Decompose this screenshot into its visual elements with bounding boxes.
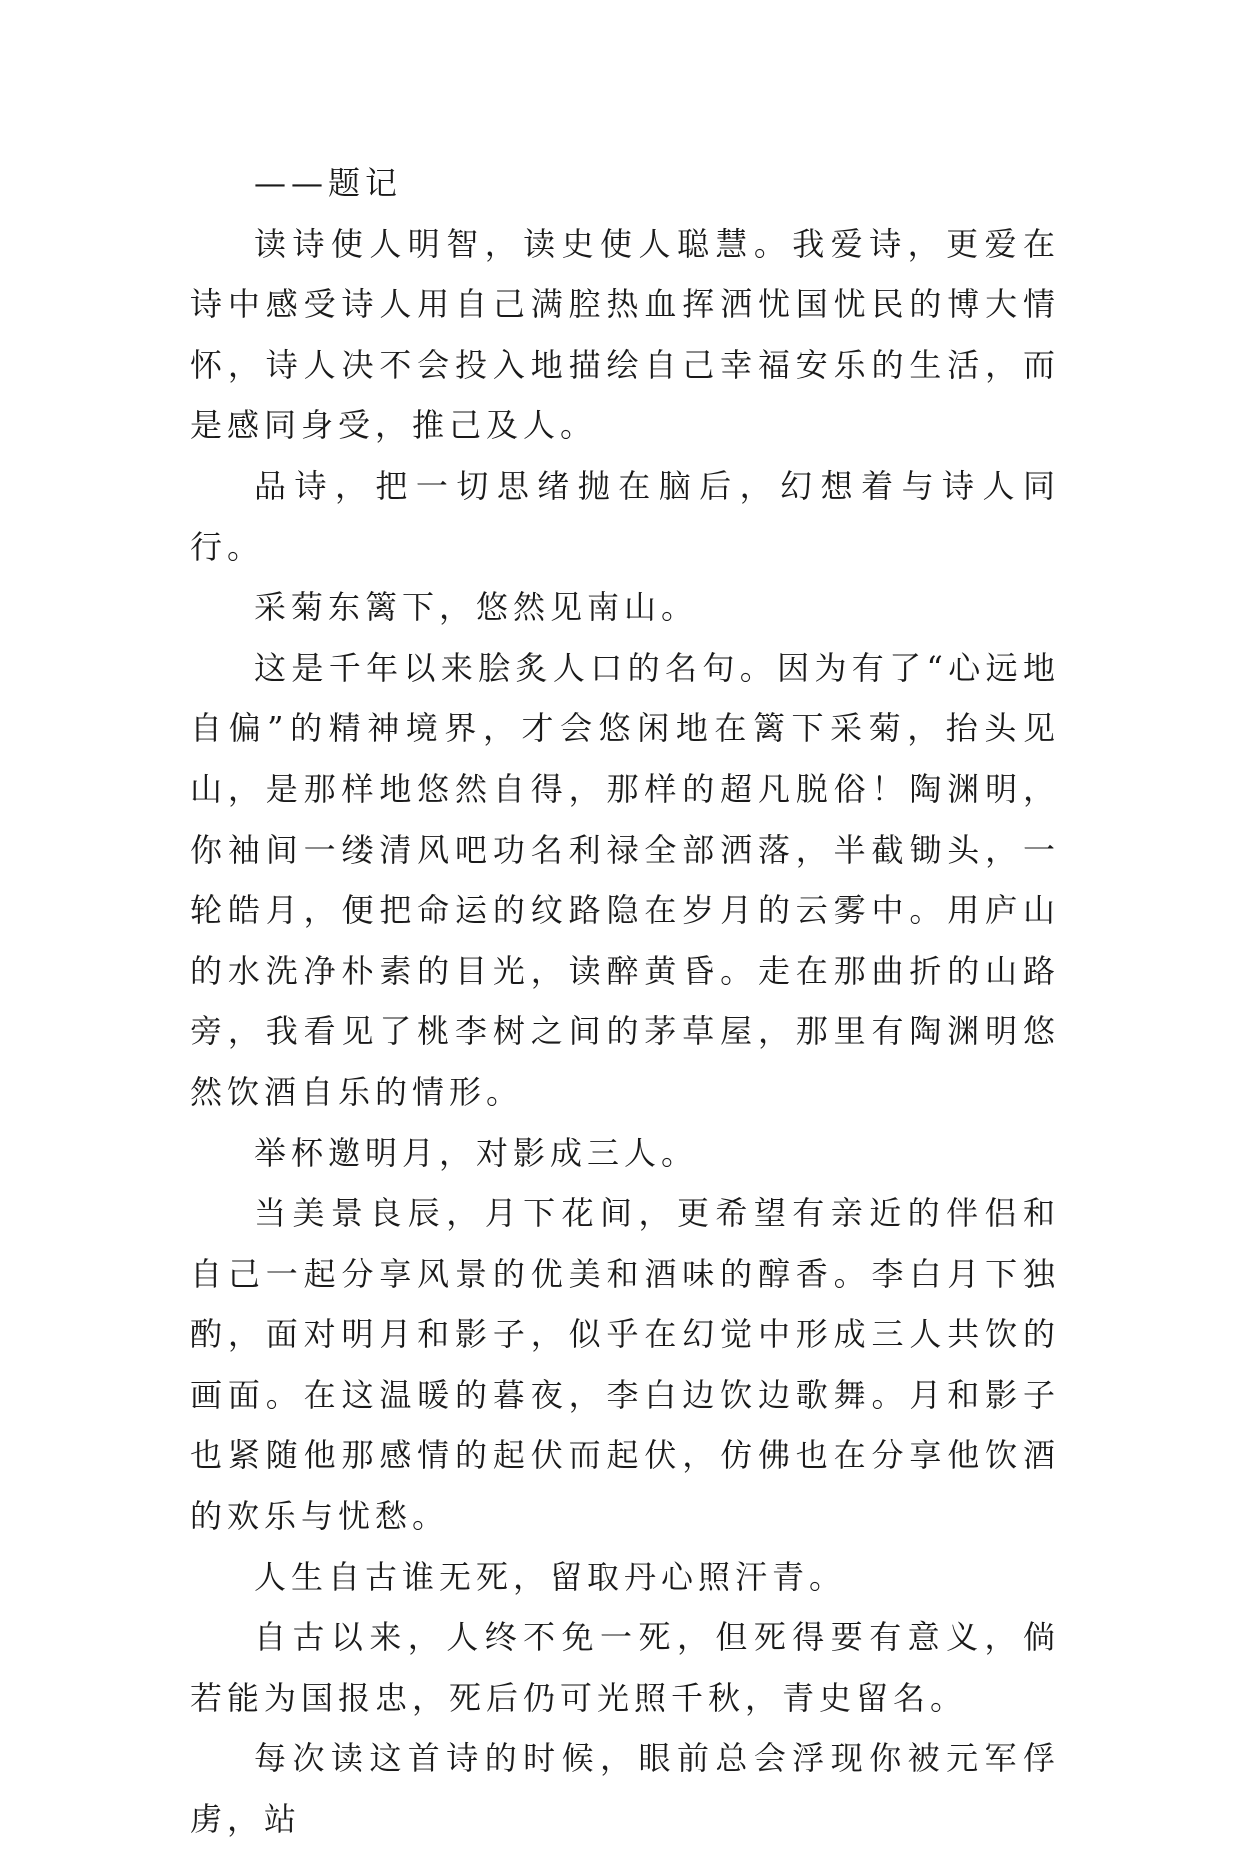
poem-line-li-bai: 举杯邀明月，对影成三人。 <box>254 1133 699 1172</box>
document-body <box>190 153 1060 1850</box>
paragraph-continued: 每次读这首诗的时候，眼前总会浮现你被元军俘虏，站 <box>190 1739 1060 1839</box>
paragraph-intro: 读诗使人明智，读史使人聪慧。我爱诗，更爱在诗中感受诗人用自己满腔热血挥洒忧国忧民的博大情怀，诗人决不会投入地描绘自己幸福安乐的生活，而是感同身受，推己及人。 <box>190 224 1060 445</box>
paragraph-wen-tianxiang: 自古以来，人终不免一死，但死得要有意义，倘若能为国报忠，死后仍可光照千秋，青史留名。 <box>190 1618 1060 1717</box>
poem-line-tao-yuanming: 采菊东篱下，悠然见南山。 <box>254 588 699 627</box>
poem-line-wen-tianxiang: 人生自古谁无死，留取丹心照汗青。 <box>254 1557 847 1596</box>
paragraph-li-bai: 当美景良辰，月下花间，更希望有亲近的伴侣和自己一起分享风景的优美和酒味的醇香。李白月下独酌，面对明月和影子，似乎在幻觉中形成三人共饮的画面。在这温暖的暮夜，李白边饮边歌舞。月和影子也紧随他那感情的起伏而起伏，仿佛也在分享他饮酒的欢乐与忧愁。 <box>190 1194 1060 1536</box>
paragraph-reading-poems: 品诗，把一切思绪抛在脑后，幻想着与诗人同行。 <box>190 466 1060 566</box>
paragraph-epigraph-attribution: ——题记 <box>254 164 403 202</box>
paragraph-tao-yuanming: 这是千年以来脍炙人口的名句。因为有了“心远地自偏”的精神境界，才会悠闲地在篱下采菊，抬头见山，是那样地悠然自得，那样的超凡脱俗！陶渊明，你袖间一缕清风吧功名利禄全部洒落，半截锄头，一轮皓月，便把命运的纹路隐在岁月的云雾中。用庐山的水洗净朴素的目光，读醉黄昏。走在那曲折的山路旁，我看见了桃李树之间的茅草屋，那里有陶渊明悠然饮酒自乐的情形。 <box>190 648 1060 1111</box>
